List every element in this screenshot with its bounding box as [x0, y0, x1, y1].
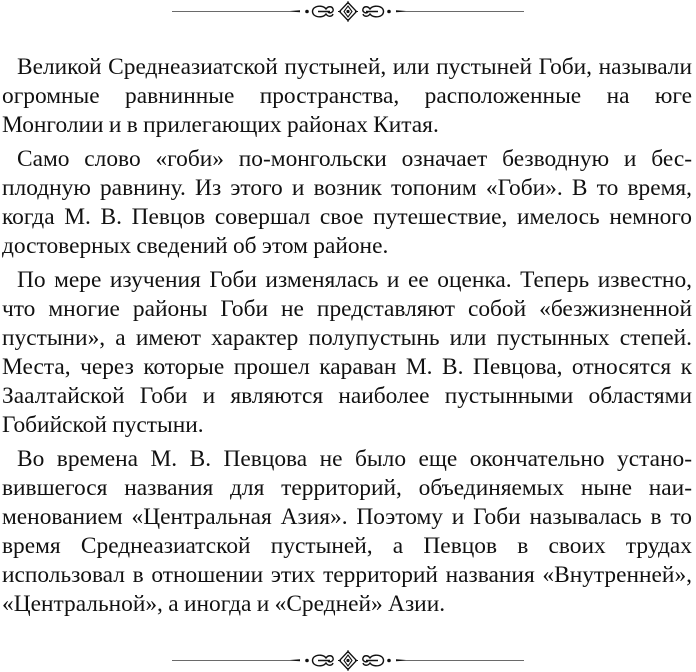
paragraph-4: Во времена М. В. Певцова не было еще окончательно установившегося названия для территорий, объединяемых ныне наименованием «Центральная Азия». Поэтому и Гоби называлась в то время Среднеазиатской пустыней, а Певцов в своих трудах использовал в отношении этих территорий названия «Внутренней», «Центральной», а иногда и «Средней» Азии.: [2, 446, 692, 617]
bottom-ornament-divider: [172, 650, 524, 672]
ornament-icon: [172, 650, 524, 672]
article-body: [2, 53, 692, 624]
paragraph-1: Великой Среднеазиатской пустыней, или пустыней Гоби, называли огромные равнинные пространства, расположенные на юге Монголии и в прилегающих районах Китая.: [2, 54, 692, 138]
ornament-icon: [172, 1, 524, 23]
paragraph-3: По мере изучения Гоби изменялась и ее оценка. Теперь известно, что многие районы Гоби не представляют собой «безжизненной пустыни», а имеют характер полупустынь или пустынных степей. Места, через которые прошел караван М. В. Певцова, относятся к Заалтайской Гоби и являются наиболее пустынными областями Гобийской пустыни.: [2, 267, 692, 438]
paragraph-2: Само слово «гоби» по-монгольски означает безводную и бесплодную равнину. Из этого и возник топоним «Гоби». В то время, когда М. В. Певцов совершал свое путешествие, имелось немного достоверных сведений об этом районе.: [2, 146, 692, 259]
top-ornament-divider: [172, 1, 524, 23]
